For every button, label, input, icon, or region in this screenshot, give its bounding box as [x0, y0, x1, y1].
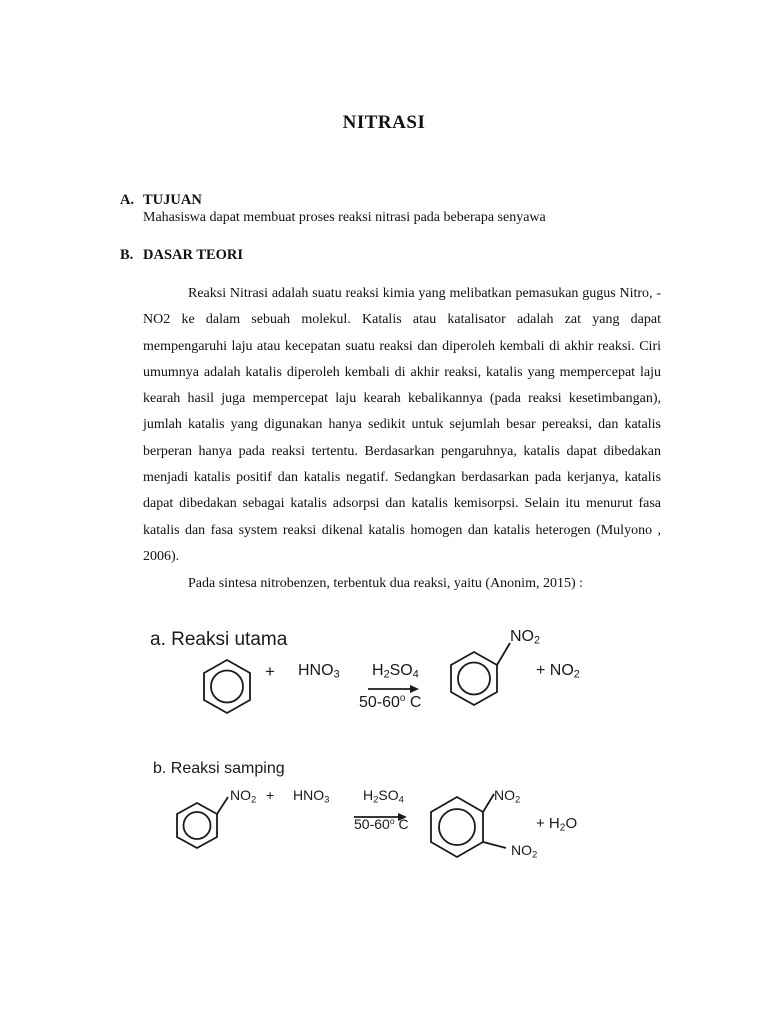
main-reagent-hno3: $HNO_3$ [298, 662, 340, 681]
section-a-text: Mahasiswa dapat membuat proses reaksi nitrasi pada beberapa senyawa [143, 210, 546, 225]
section-a-letter: A. [120, 192, 135, 208]
arrow-right-icon [368, 685, 419, 693]
main-reaction-label: a. Reaksi utama [150, 629, 288, 650]
page-title: NITRASI [342, 112, 426, 133]
main-byproduct: + $NO_2$ [536, 662, 580, 681]
side-product-no2-top: $NO_2$ [494, 787, 521, 806]
main-product-no2: $NO_2$ [510, 628, 541, 647]
benzene-ring-icon [204, 660, 250, 713]
nitrobenzene-ring-icon [451, 643, 510, 705]
side-byproduct-h2o: + $H_2O$ [536, 815, 578, 834]
side-condition: 50-60$^o$ C [354, 816, 409, 833]
side-catalyst-h2so4: $H_2SO_4$ [363, 787, 404, 806]
section-b-title: DASAR TEORI [143, 247, 244, 263]
side-reaction-label: b. Reaksi samping [153, 760, 285, 777]
section-a-title: TUJUAN [143, 192, 202, 208]
main-plus-sign: + [265, 662, 275, 681]
side-reagent-hno3: $HNO_3$ [293, 787, 330, 806]
paragraph-text: Reaksi Nitrasi adalah suatu reaksi kimia yang melibatkan pemasukan gugus Nitro, -NO2 ke dalam sebuah molekul. Katalis atau katalisator adalah zat yang dapat mempengaruhi laju atau kecepatan suatu reaksi dan diperoleh kembali di akhir reaksi. Ciri umumnya adalah katalis diperoleh kembali di akhir reaksi, katalis yang mempercepat laju kearah hasil juga mempercepat laju kearah kebalikannya (pada reaksi kesetimbangan), jumlah katalis yang digunakan hanya sedikit untuk sejumlah besar pereaksi, dan katalis berperan hanya pada reaksi tertentu. Berdasarkan pengaruhnya, katalis dapat dibedakan menjadi katalis positif dan katalis negatif. Sedangkan berdasarkan pada kerjanya, katalis dapat dibedakan sebagai katalis adsorpsi dan katalis kemisorpsi. Selain itu menurut fasa katalis dan fasa system reaksi dikenal katalis homogen dan katalis heterogen (Mulyono , 2006). [143, 286, 661, 564]
side-reactant-no2: $NO_2$ [230, 787, 257, 806]
side-plus-sign: + [266, 787, 275, 803]
nitrobenzene-intro: Pada sintesa nitrobenzen, terbentuk dua reaksi, yaitu (Anonim, 2015) : [188, 576, 584, 591]
main-catalyst-h2so4: $H_2SO_4$ [372, 662, 419, 681]
main-condition: 50-60$^o$ C [359, 693, 422, 711]
section-b-letter: B. [120, 247, 134, 263]
side-product-no2-bottom: $NO_2$ [511, 842, 538, 861]
nitrobenzene-reactant-icon [177, 797, 228, 848]
